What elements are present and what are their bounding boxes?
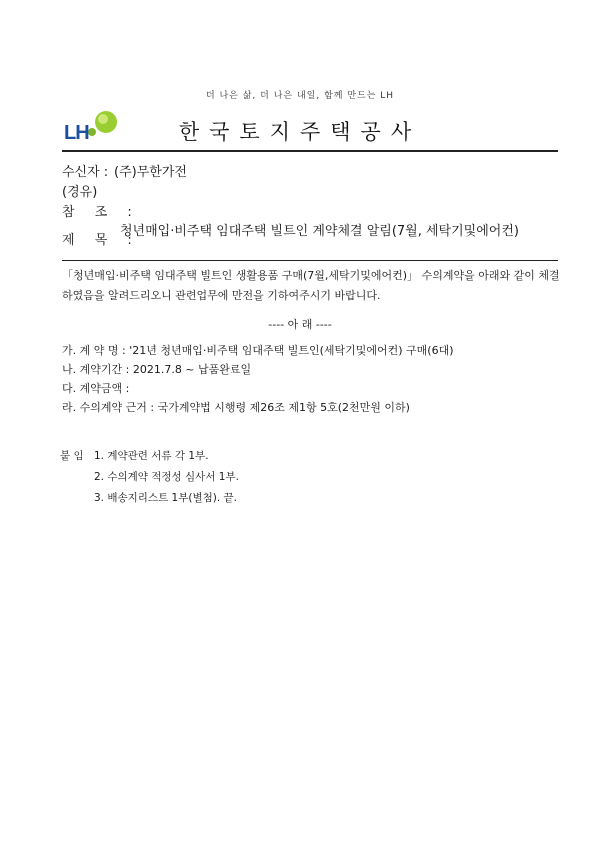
attachment-text: 1. 계약관련 서류 각 1부.: [94, 450, 209, 462]
recipient-row: [62, 164, 187, 182]
item-contract-name: [62, 342, 454, 360]
subject-label: 제 목 :: [62, 233, 140, 248]
item-value: 국가계약법 시행령 제26조 제1항 5호(2천만원 이하): [157, 401, 410, 414]
attachment-line-3: [60, 489, 237, 507]
attachment-line-2: [60, 468, 239, 486]
via-label: (경유): [62, 185, 98, 200]
reference-label: 참 조 :: [62, 205, 140, 220]
attachment-label: 붙 임: [60, 450, 84, 462]
attachment-line-1: [60, 447, 209, 465]
attachment-text: 2. 수의계약 적정성 심사서 1부.: [94, 471, 239, 483]
item-value: 2021.7.8 ~ 납품완료일: [132, 363, 252, 376]
organization-title: 한국토지주택공사: [178, 120, 422, 144]
center-title: ---- 아 래 ----: [268, 318, 332, 331]
reference-row: [62, 204, 140, 222]
recipient-label: 수신자 :: [62, 165, 109, 180]
item-label: 라. 수의계약 근거 :: [62, 401, 155, 414]
header-divider: [62, 150, 558, 152]
item-value: '21년 청년매입·비주택 임대주택 빌트인(세탁기및에어컨) 구매(6대): [129, 344, 454, 357]
recipient-value: (주)무한가전: [114, 165, 187, 180]
subject-row: [62, 232, 140, 250]
item-label: 나. 계약기간 :: [62, 363, 130, 376]
subject-value: 청년매입·비주택 임대주택 빌트인 계약체결 알림(7월, 세탁기및에어컨): [120, 224, 519, 239]
logo-text: LH: [64, 122, 89, 144]
via-row: [62, 184, 97, 202]
item-label: 다. 계약금액 :: [62, 382, 130, 395]
attachment-text: 3. 배송지리스트 1부(별첨). 끝.: [94, 492, 238, 504]
slogan: 더 나은 삶, 더 나은 내일, 함께 만드는 LH: [205, 91, 395, 101]
body-paragraph: 「청년매입·비주택 임대주택 빌트인 생활용품 구매(7월,세탁기및에어컨)」 수의계약을 아래와 같이 체결하였음을 알려드리오니 관련업무에 만전을 기하여주시기 바랍니다.: [62, 269, 560, 302]
item-label: 가. 계 약 명 :: [62, 344, 126, 357]
item-contract-period: [62, 361, 251, 379]
item-contract-amount: [62, 380, 129, 398]
item-contract-basis: [62, 399, 410, 417]
subject-divider: [62, 260, 558, 261]
